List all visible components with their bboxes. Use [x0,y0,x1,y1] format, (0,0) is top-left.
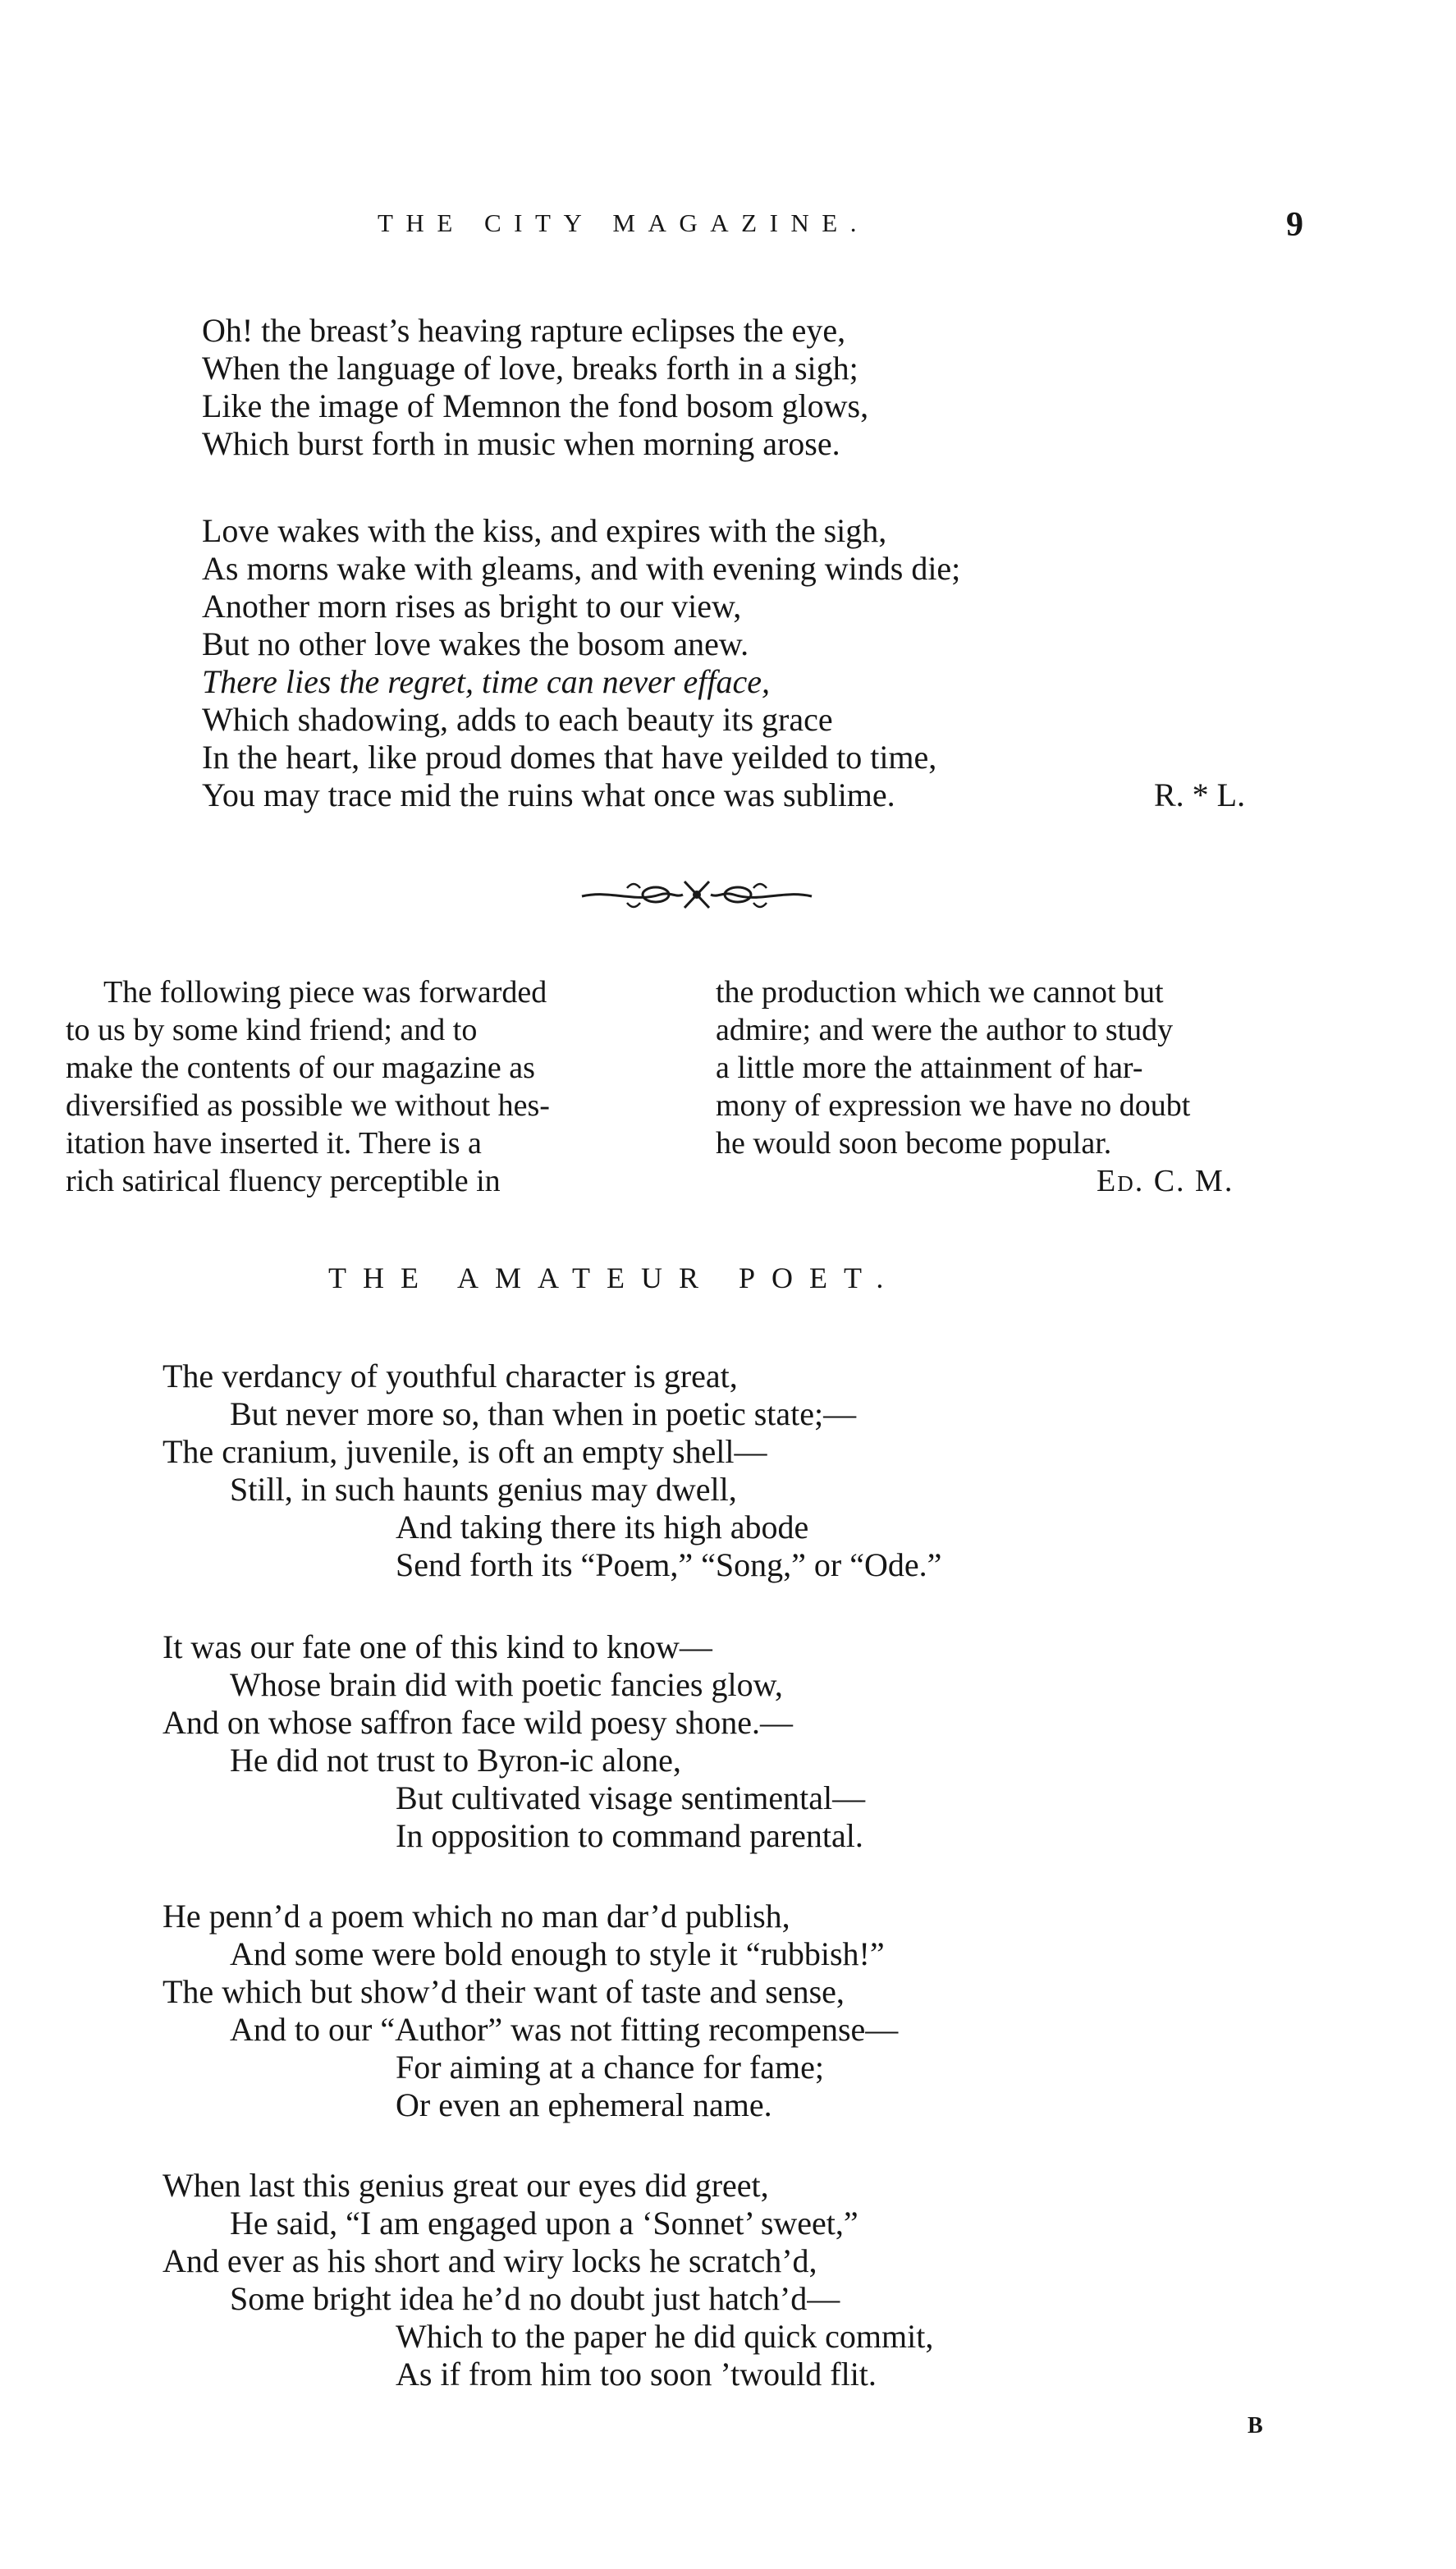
poem-line: Another morn rises as bright to our view, [202,588,742,625]
poem-line: Whose brain did with poetic fancies glow, [230,1666,783,1703]
poem-line: But never more so, than when in poetic state;— [230,1395,857,1432]
poem-line: Oh! the breast’s heaving rapture eclipses the eye, [202,312,846,349]
poem-line: Send forth its “Poem,” “Song,” or “Ode.” [396,1546,942,1583]
poem-line: Which shadowing, adds to each beauty its grace [202,701,833,738]
note-line: make the contents of our magazine as [66,1051,535,1085]
poem-line: He did not trust to Byron-ic alone, [230,1742,681,1779]
note-line: diversified as possible we without hes- [66,1088,550,1123]
poem-line: But cultivated visage sentimental— [396,1779,866,1816]
poem-line: And on whose saffron face wild poesy shone.— [163,1704,793,1741]
poem-signature: R. * L. [1154,776,1246,813]
poem-line: For aiming at a chance for fame; [396,2049,824,2086]
poem-line: Love wakes with the kiss, and expires with the sigh, [202,512,887,549]
note-line: itation have inserted it. There is a [66,1126,482,1161]
poem-line: When the language of love, breaks forth in a sigh; [202,350,858,387]
note-line: rich satirical fluency perceptible in [66,1164,501,1198]
poem-line: In the heart, like proud domes that have yeilded to time, [202,739,937,776]
poem-line: But no other love wakes the bosom anew. [202,625,749,662]
poem-line: Which to the paper he did quick commit, [396,2318,934,2355]
poem-line: When last this genius great our eyes did greet, [163,2167,769,2204]
page-number: 9 [1286,206,1303,244]
poem-line: Like the image of Memnon the fond bosom glows, [202,387,869,424]
section-title: THE AMATEUR POET. [328,1262,900,1294]
note-line: the production which we cannot but [716,975,1164,1010]
poem-line: Which burst forth in music when morning arose. [202,425,840,462]
poem-line: And ever as his short and wiry locks he scratch’d, [163,2242,817,2279]
poem-line: As if from him too soon ’twould flit. [396,2356,877,2393]
poem-line: He penn’d a poem which no man dar’d publish, [163,1898,790,1935]
poem-line: In opposition to command parental. [396,1817,863,1854]
poem-line: The verdancy of youthful character is great, [163,1358,738,1394]
note-line: mony of expression we have no doubt [716,1088,1191,1123]
signature-mark: B [1248,2413,1263,2438]
poem-line: Or even an ephemeral name. [396,2086,772,2123]
running-title: THE CITY MAGAZINE. [378,208,869,237]
poem-line: Some bright idea he’d no doubt just hatch’d— [230,2280,840,2317]
note-line: admire; and were the author to study [716,1013,1174,1047]
note-line: to us by some kind friend; and to [66,1013,478,1047]
poem-line: As morns wake with gleams, and with evening winds die; [202,550,961,587]
editor-signature: Ed. C. M. [1097,1164,1234,1198]
poem-line: There lies the regret, time can never efface, [202,663,770,700]
poem-line: The cranium, juvenile, is oft an empty shell— [163,1433,767,1470]
ornament-divider [578,873,816,916]
poem-line: You may trace mid the ruins what once was sublime. [202,776,895,813]
poem-line: The which but show’d their want of taste and sense, [163,1973,845,2010]
poem-line: It was our fate one of this kind to know— [163,1628,712,1665]
note-line: he would soon become popular. [716,1126,1112,1161]
poem-line: And some were bold enough to style it “rubbish!” [230,1935,885,1972]
note-line: a little more the attainment of har- [716,1051,1143,1085]
poem-line: He said, “I am engaged upon a ‘Sonnet’ sweet,” [230,2205,858,2242]
poem-line: And taking there its high abode [396,1509,809,1546]
note-line: The following piece was forwarded [103,975,547,1010]
poem-line: And to our “Author” was not fitting recompense— [230,2011,899,2048]
poem-line: Still, in such haunts genius may dwell, [230,1471,737,1508]
